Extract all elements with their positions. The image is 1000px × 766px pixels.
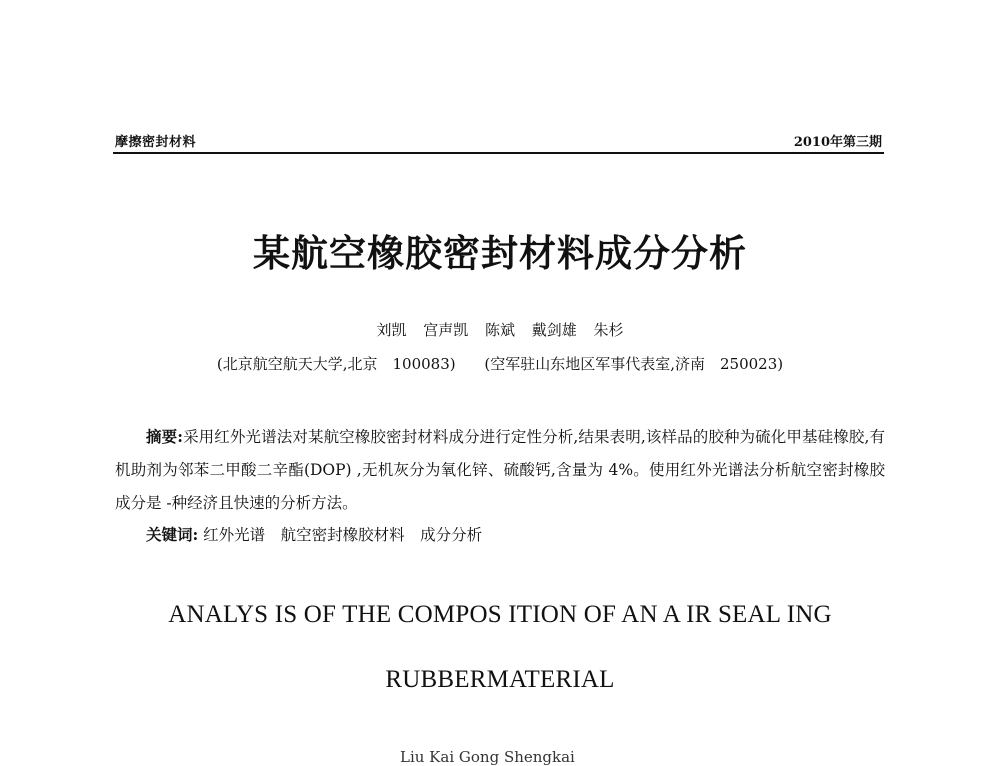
keywords-text: 红外光谱 航空密封橡胶材料 成分分析 <box>203 526 483 544</box>
abstract-text: 采用红外光谱法对某航空橡胶密封材料成分进行定性分析,结果表明,该样品的胶种为硫化甲基硅橡胶,有机助剂为邻苯二甲酸二辛酯(DOP) ,无机灰分为氧化锌、硫酸钙,含量为 4%。使用红外光谱法分析航空密封橡胶成分是 -种经济且快速的分析方法。 <box>115 428 885 512</box>
affiliation-2: (空军驻山东地区军事代表室,济南 250023) <box>484 355 784 373</box>
affiliation-1: (北京航空航天大学,北京 100083) <box>216 355 456 373</box>
english-title-line-2: RUBBERMATERIAL <box>385 666 615 693</box>
keywords-label: 关键词: <box>146 525 199 544</box>
abstract-paragraph <box>115 420 885 520</box>
abstract-label: 摘要: <box>146 427 183 446</box>
keywords-line <box>146 518 482 552</box>
issue-label: 2010年第三期 <box>793 135 882 150</box>
english-title-line-1: ANALYS IS OF THE COMPOS ITION OF AN A IR SEAL ING <box>168 601 832 628</box>
english-authors-partial: Liu Kai Gong Shengkai <box>400 748 575 766</box>
paper-title: 某航空橡胶密封材料成分分析 <box>253 232 747 275</box>
affiliations <box>0 353 1000 374</box>
journal-name: 摩擦密封材料 <box>115 135 197 150</box>
header-divider <box>113 152 884 154</box>
author-list: 刘凯 宫声凯 陈斌 戴剑雄 朱杉 <box>376 321 624 339</box>
